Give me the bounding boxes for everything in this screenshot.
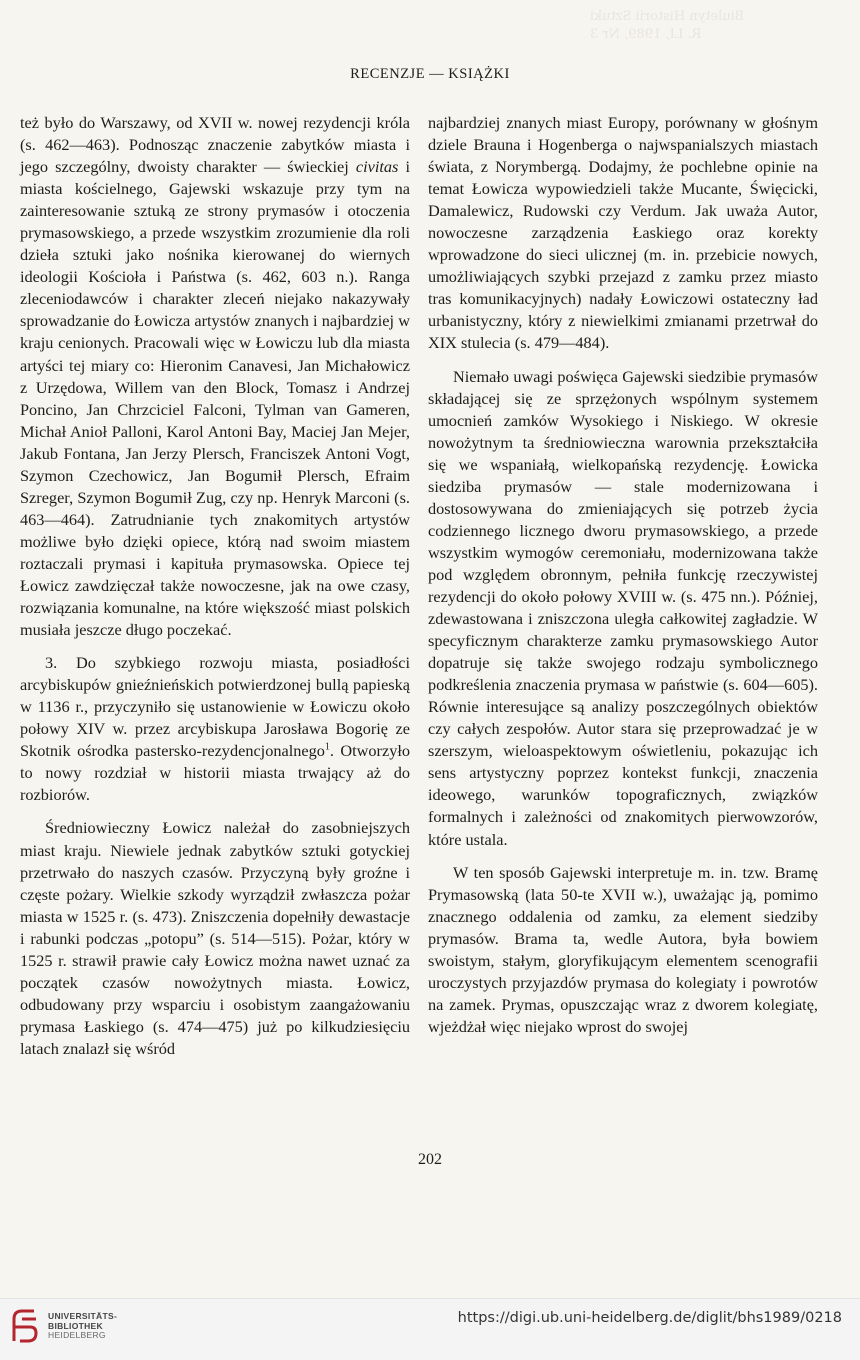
permalink-url[interactable]: https://digi.ub.uni-heidelberg.de/diglit/bhs1989/0218 (457, 1310, 842, 1326)
paragraph: najbardziej znanych miast Europy, porównany w głośnym dziele Brauna i Hogenberga o najwspanialszych miastach świata, z Norymbergą. Dodajmy, że pochlebne opinie na temat Łowicza wypowiedzieli także Mucante, Święcicki, Damalewicz, Rudowski czy Verdum. Jak uważa Autor, nowoczesne zarządzenia Łaskiego oraz korekty wprowadzone do sieci ulicznej (m. in. przebicie nowych, umożliwiających szybki przejazd z zamku przez miasto tras komunikacyjnych) nadały Łowiczowi ostateczny ład urbanistyczny, który z niewielkimi zmianami przetrwał do XIX stulecia (s. 479—484). (428, 113, 818, 353)
paragraph: też było do Warszawy, od XVII w. nowej rezydencji króla (s. 462—463). Podnosząc znaczenie zabytków miasta i jego szczególny, dwoisty charakter — świeckiej civitas i miasta kościelnego, Gajewski wskazuje przy tym na zainteresowanie sztuką ze strony prymasów i otoczenia prymasowskiego, a przede wszystkim zrozumienie dla roli dzieła sztuki jako nośnika kierowanej do wiernych ideologii Kościoła i Państwa (s. 462, 603 n.). Ranga zleceniodawców i charakter zleceń niejako nakazywały sprowadzanie do Łowicza artystów znanych i najbardziej w kraju cenionych. Pracowali więc w Łowiczu lub dla miasta artyści tej miary co: Hieronim Canavesi, Jan Michałowicz z Urzędowa, Willem van den Block, Tomasz i Andrzej Poncino, Jan Chrzciciel Falconi, Tylman van Gameren, Michał Anioł Palloni, Karol Antoni Bay, Maciej Jan Mejer, Jakub Fontana, Jan Jerzy Plersch, Franciszek Antoni Vogt, Szymon Czechowicz, Jan Bogumił Plersch, Efraim Szreger, Szymon Bogumił Zug, czy np. Henryk Marconi (s. 463—464). Zatrudnianie tych znakomitych artystów możliwe było dzięki opiece, którą nad swoim miastem roztaczali prymasi i kapituła prymasowska. Opiece tej Łowicz zawdzięczał także nowoczesne, jak na owe czasy, rozwiązania komunalne, na które większość miast polskich musiała jeszcze długo poczekać. (20, 113, 410, 640)
paragraph: Niemało uwagi poświęca Gajewski siedzibie prymasów składającej się ze sprzężonych wspólnym systemem umocnień zamków Wysokiego i Niskiego. W okresie nowożytnym ta średniowieczna warownia przekształciła się we wspaniałą, wielkopańską rezydencję. Łowicka siedziba prymasów — stale modernizowana i dostosowywana do zmieniających się potrzeb życia codziennego licznego dworu prymasowskiego, a przede wszystkim wymogów ceremoniału, modernizowana także pod względem obronnym, pełniła funkcję rzeczywistej rezydencji do około połowy XVIII w. (s. 475 nn.). Później, zdewastowana i zniszczona uległa całkowitej zagładzie. W specyficznym charakterze zamku prymasowskiego Autor dopatruje się także swojego rodzaju symbolicznego podkreślenia znaczenia prymasa w państwie (s. 604—605). Równie interesujące są analizy poszczególnych obiektów czy całych zespołów. Autor stara się przeprowadzać je w szerszym, wieloaspektowym oświetleniu, pokazując ich sens artystyczny poprzez kontekst funkcji, znaczenia ideowego, warunków topograficznych, związków formalnych i zależności od znakomitych pierwowzorów, które ustala. (428, 366, 818, 849)
bleed-through-text: Biuletyn Historii Sztuki R. LI, 1989, Nr 3 (590, 9, 745, 42)
footnote-marker: 1 (324, 741, 330, 753)
page-number: 202 (418, 1151, 442, 1168)
library-name[interactable]: UNIVERSITÄTS- BIBLIOTHEK HEIDELBERG (48, 1311, 118, 1340)
paragraph: Średniowieczny Łowicz należał do zasobniejszych miast kraju. Niewiele jednak zabytków sztuki gotyckiej przetrwało do naszych czasów. Przyczyną były groźne i częste pożary. Wielkie szkody wyrządził zwłaszcza pożar miasta w 1525 r. (s. 473). Zniszczenia dopełniły dewastacje i rabunki podczas „potopu” (s. 514—515). Pożar, który w 1525 r. strawił prawie cały Łowicz można nawet uznać za początek czasów nowożytnych miasta. Łowicz, odbudowany przy wsparciu i osobistym zaangażowaniu prymasa Łaskiego (s. 474—475) już po kilkudziesięciu latach znalazł się wśród (20, 818, 410, 1058)
viewer-footer (0, 1298, 860, 1360)
paragraph: W ten sposób Gajewski interpretuje m. in. tzw. Bramę Prymasowską (lata 50-te XVII w.), uważając ją, pomimo znacznego oddalenia od zamku, za element siedziby prymasów. Brama ta, wedle Autora, była bowiem swoistym, stałym, gloryfikującym elementem scenografii uroczystych przyjazdów prymasa do kolegiaty i powrotów na zamek. Prymas, opuszczając wraz z dworem kolegiatę, wjeżdżał więc niejako wprost do swojej (428, 862, 818, 1036)
paragraph: 3. Do szybkiego rozwoju miasta, posiadłości arcybiskupów gnieźnieńskich potwierdzonej bullą papieską w 1136 r., przyczyniło się ustanowienie w Łowiczu około połowy XIV w. przez arcybiskupa Jarosława Bogorię ze Skotnik ośrodka pastersko-rezydencjonalnego$^1$. Otworzyło to nowy rozdział w historii miasta trwający aż do rozbiorów. (20, 653, 410, 805)
right-column (428, 112, 818, 1038)
running-head: RECENZJE — KSIĄŻKI (350, 66, 510, 82)
university-library-logo-icon[interactable] (10, 1307, 40, 1345)
left-column (20, 112, 410, 1060)
